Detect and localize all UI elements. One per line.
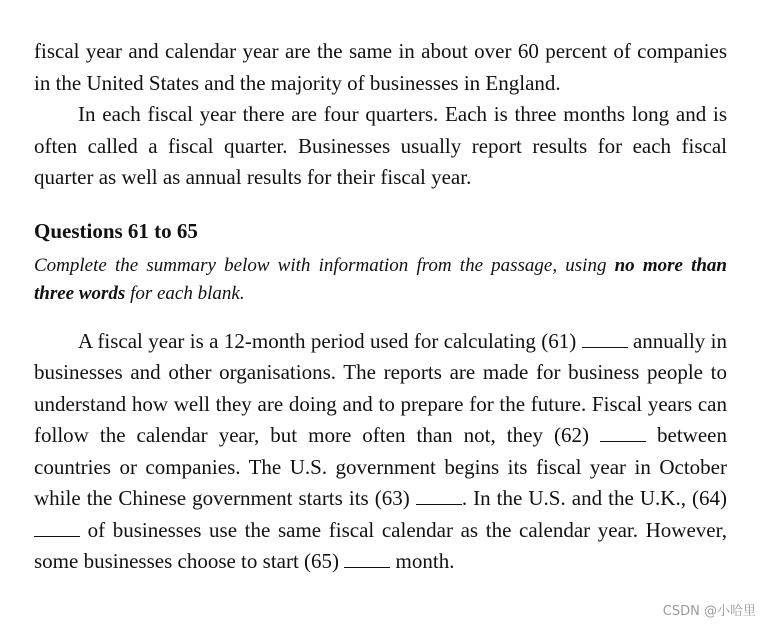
document-page: [34, 36, 727, 578]
questions-heading: Questions 61 to 65: [34, 218, 198, 243]
blank-62[interactable]: [600, 422, 646, 442]
summary-text-1: A fiscal year is a 12-month period used for calculating (61): [78, 328, 582, 353]
summary-text-2: annually in businesses and other organisations. The reports are made for business people to understand how well they are doing and to prepare for the future. Fiscal years can follow the calendar year, but more often than not, they (62): [34, 328, 727, 447]
summary-text-6: month.: [390, 549, 455, 573]
blank-63[interactable]: [416, 485, 462, 505]
passage-paragraph-2: In each fiscal year there are four quarters. Each is three months long and is often called a fiscal quarter. Businesses usually report results for each fiscal quarter as well as annual results for their fiscal year.: [34, 102, 727, 189]
instruction-text-a: Complete the summary below with information from the passage, using: [34, 254, 615, 276]
summary-paragraph: [34, 326, 727, 578]
blank-64[interactable]: [34, 517, 80, 537]
watermark: CSDN @小哈里: [662, 604, 756, 619]
summary-text-4: . In the U.S. and the U.K., (64): [461, 486, 727, 510]
instruction-bold: no more than three words: [34, 254, 727, 304]
questions-instruction: [34, 252, 727, 308]
blank-61[interactable]: [582, 328, 628, 348]
instruction-text-b: for each blank.: [125, 282, 245, 304]
summary-text-5: of businesses use the same fiscal calendar as the calendar year. However, some businesses choose to start (65): [34, 517, 727, 573]
blank-65[interactable]: [344, 548, 390, 568]
passage-paragraph-1: fiscal year and calendar year are the same in about over 60 percent of companies in the United States and the majority of businesses in England.: [34, 39, 727, 95]
summary-text-3: between countries or companies. The U.S. government begins its fiscal year in October while the Chinese government starts its (63): [34, 423, 727, 510]
